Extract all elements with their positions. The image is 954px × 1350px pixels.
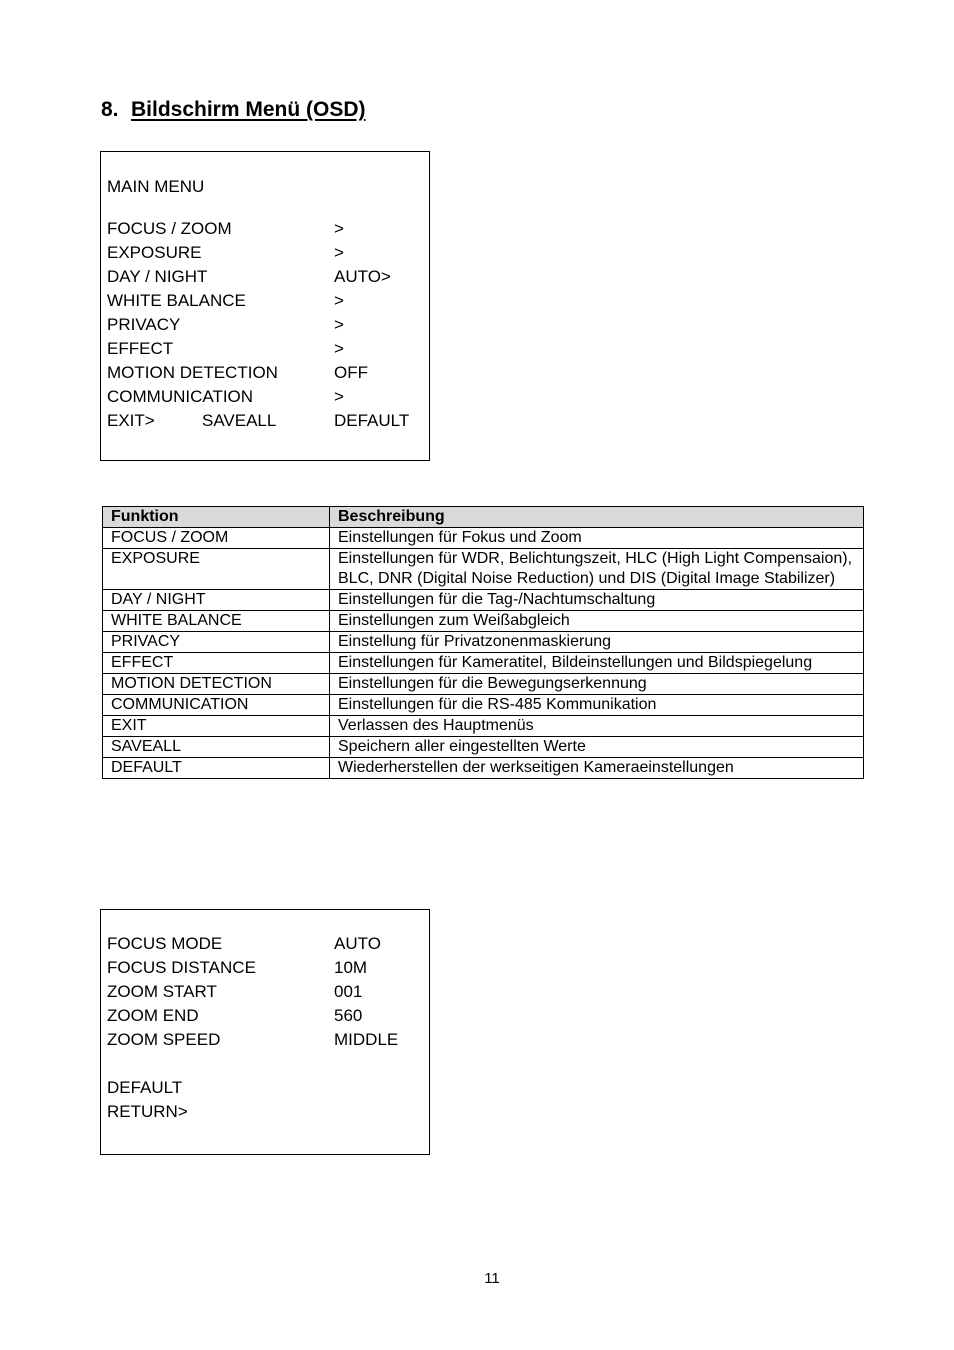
- table-row: [103, 549, 864, 590]
- cell-description: Verlassen des Hauptmenüs: [330, 716, 864, 737]
- header-beschreibung: Beschreibung: [330, 507, 864, 528]
- cell-function: WHITE BALANCE: [103, 611, 330, 632]
- cell-description: Einstellung für Privatzonenmaskierung: [330, 632, 864, 653]
- table-row: [103, 737, 864, 758]
- cell-description: Speichern aller eingestellten Werte: [330, 737, 864, 758]
- cell-description: Einstellungen für die Bewegungserkennung: [330, 674, 864, 695]
- cell-function: PRIVACY: [103, 632, 330, 653]
- cell-function: COMMUNICATION: [103, 695, 330, 716]
- cell-function: EXPOSURE: [103, 549, 330, 590]
- cell-description: Einstellungen für die Tag-/Nachtumschaltung: [330, 590, 864, 611]
- cell-function: EXIT: [103, 716, 330, 737]
- table-row: [103, 528, 864, 549]
- section-heading: [101, 98, 366, 122]
- cell-function: MOTION DETECTION: [103, 674, 330, 695]
- cell-function: SAVEALL: [103, 737, 330, 758]
- cell-description: Einstellungen zum Weißabgleich: [330, 611, 864, 632]
- section-number: 8.: [101, 98, 119, 121]
- table-row: [103, 674, 864, 695]
- cell-description: Einstellungen für WDR, Belichtungszeit, HLC (High Light Compensaion), BLC, DNR (Digital Noise Reduction) und DIS (Digital Image Stabilizer): [330, 549, 864, 590]
- table-row: [103, 716, 864, 737]
- cell-function: EFFECT: [103, 653, 330, 674]
- table-row: [103, 590, 864, 611]
- table-row: [103, 695, 864, 716]
- table-header-row: [103, 507, 864, 528]
- cell-description: Wiederherstellen der werkseitigen Kameraeinstellungen: [330, 758, 864, 779]
- osd-exit[interactable]: EXIT>: [107, 411, 155, 430]
- table-row: [103, 758, 864, 779]
- focus-zoom-osd: FOCUS MODE AUTO FOCUS DISTANCE 10M ZOOM START 001 ZOOM END 560 ZOOM SPEED MIDDLE DEFAULT RETURN>: [100, 909, 430, 1155]
- cell-description: Einstellungen für Kameratitel, Bildeinstellungen und Bildspiegelung: [330, 653, 864, 674]
- table-row: [103, 653, 864, 674]
- page-number: 11: [484, 1270, 500, 1287]
- table-row: [103, 632, 864, 653]
- main-menu-osd: MAIN MENU FOCUS / ZOOM > EXPOSURE > DAY / NIGHT AUTO> WHITE BALANCE > PRIVACY > EFFECT > MOTION DETECTION OFF COMMUNICATION > EXIT> SAVEALL DEFAULT: [100, 151, 430, 461]
- cell-function: DAY / NIGHT: [103, 590, 330, 611]
- cell-description: Einstellungen für Fokus und Zoom: [330, 528, 864, 549]
- function-table: [102, 506, 864, 779]
- cell-description: Einstellungen für die RS-485 Kommunikation: [330, 695, 864, 716]
- cell-function: DEFAULT: [103, 758, 330, 779]
- cell-function: FOCUS / ZOOM: [103, 528, 330, 549]
- section-title: Bildschirm Menü (OSD): [131, 98, 366, 121]
- header-funktion: Funktion: [103, 507, 330, 528]
- table-row: [103, 611, 864, 632]
- osd-default[interactable]: DEFAULT: [334, 411, 410, 430]
- osd-saveall[interactable]: SAVEALL: [202, 411, 277, 430]
